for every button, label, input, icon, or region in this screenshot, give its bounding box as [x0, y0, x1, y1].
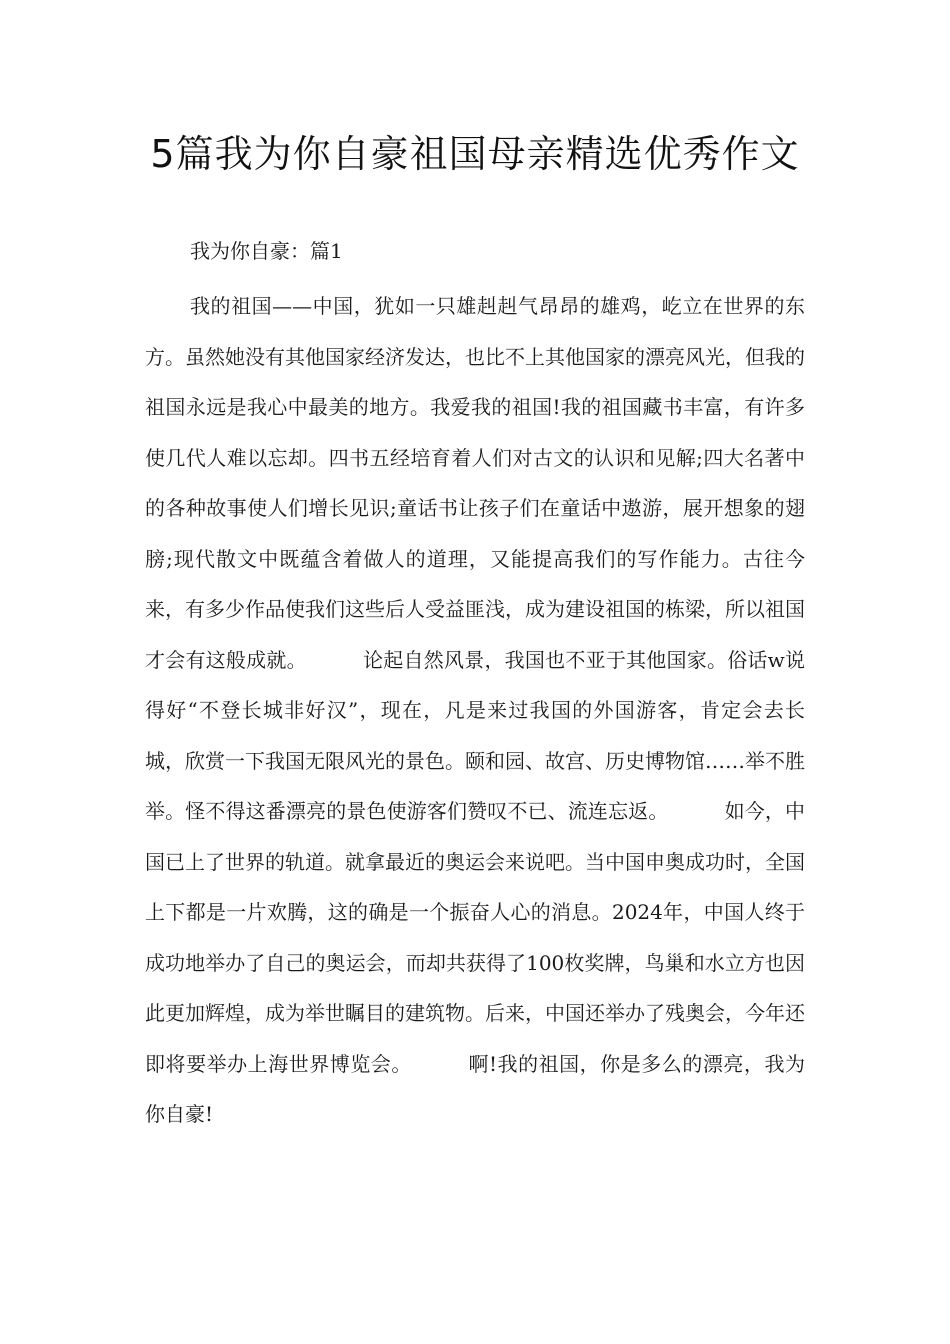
- paragraph-4: 啊!我的祖国，你是多么的漂亮，我为你自豪!: [145, 1051, 805, 1126]
- paragraph-3: 如今，中国已上了世界的轨道。就拿最近的奥运会来说吧。当中国申奥成功时，全国上下都是一片欢腾，这的确是一个振奋人心的消息。2024年，中国人终于成功地举办了自己的奥运会，而却共获得了100枚奖牌，鸟巢和水立方也因此更加辉煌，成为举世瞩目的建筑物。后来，中国还举办了残奥会，今年还即将要举办上海世界博览会。: [145, 799, 806, 1076]
- document-title: 5篇我为你自豪祖国母亲精选优秀作文: [150, 132, 800, 176]
- essay-body: [145, 281, 805, 1140]
- section-heading: 我为你自豪：篇1: [190, 239, 343, 263]
- paragraph-1: 我的祖国——中国，犹如一只雄赳赳气昂昂的雄鸡，屹立在世界的东方。虽然她没有其他国家经济发达，也比不上其他国家的漂亮风光，但我的祖国永远是我心中最美的地方。我爱我的祖国!我的祖国藏书丰富，有许多使几代人难以忘却。四书五经培育着人们对古文的认识和见解;四大名著中的各种故事使人们增长见识;童话书让孩子们在童话中遨游，展开想象的翅膀;现代散文中既蕴含着做人的道理，又能提高我们的写作能力。古往今来，有多少作品使我们这些后人受益匪浅，成为建设祖国的栋梁，所以祖国才会有这般成就。: [145, 294, 805, 672]
- paragraph-2: 论起自然风景，我国也不亚于其他国家。俗话w说得好“不登长城非好汉”，现在，凡是来过我国的外国游客，肯定会去长城，欣赏一下我国无限风光的景色。颐和园、故宫、历史博物馆……举不胜举。怪不得这番漂亮的景色使游客们赞叹不已、流连忘返。: [145, 647, 806, 823]
